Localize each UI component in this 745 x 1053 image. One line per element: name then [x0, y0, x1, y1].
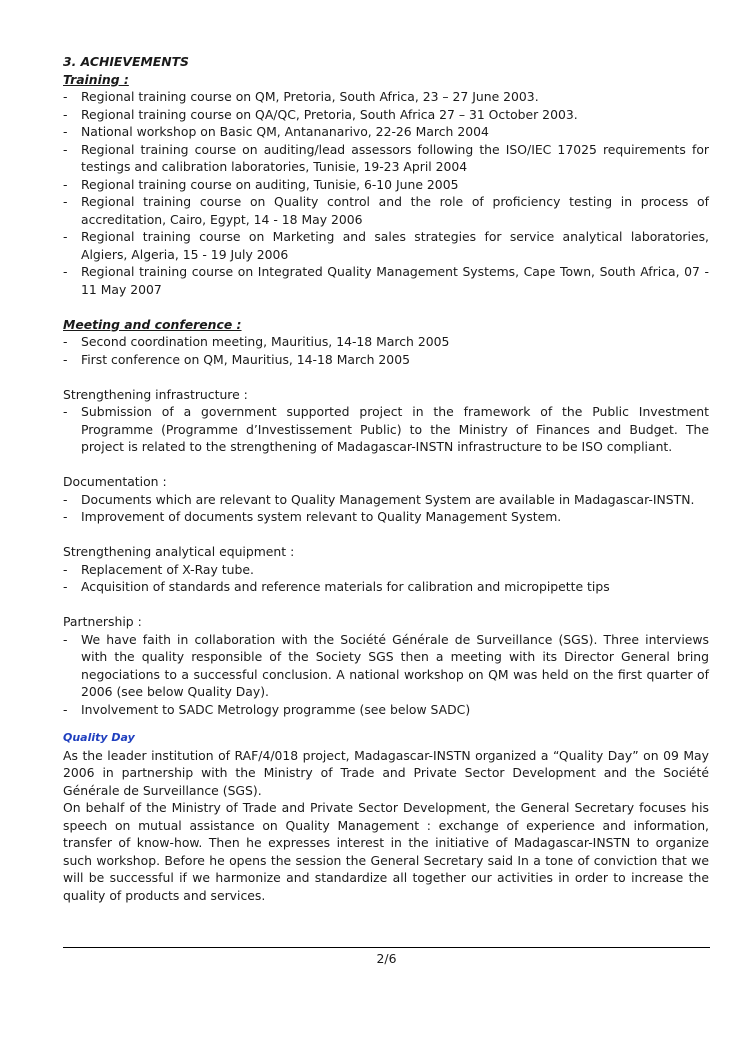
partnership-list	[63, 631, 709, 719]
list-item: - Replacement of X-Ray tube.	[63, 561, 254, 577]
list-item: - Involvement to SADC Metrology programme (see below SADC)	[63, 701, 471, 717]
footer-divider	[63, 947, 710, 948]
infrastructure-heading: Strengthening infrastructure :	[63, 386, 248, 402]
list-item: - Regional training course on auditing, Tunisie, 6-10 June 2005	[63, 176, 459, 192]
list-item: - First conference on QM, Mauritius, 14-18 March 2005	[63, 351, 410, 367]
equipment-heading: Strengthening analytical equipment :	[63, 544, 295, 559]
training-list	[63, 88, 709, 298]
list-item: - Regional training course on Integrated Quality Management Systems, Cape Town, South Africa, 07 - 11 May 2007	[63, 264, 709, 297]
list-item: - Improvement of documents system relevant to Quality Management System.	[63, 509, 562, 524]
list-item: - We have faith in collaboration with the Société Générale de Surveillance (SGS). Three interviews with the quality responsible of the Society SGS then a meeting with its Director General bring negociations to a successful conclusion. A national workshop on QM was held on the first quarter of 2006 (see below Quality Day).	[63, 631, 709, 699]
infrastructure-list	[63, 403, 709, 456]
list-item: - Regional training course on Marketing and sales strategies for service analytical laboratories, Algiers, Algeria, 15 - 19 July 2006	[63, 229, 709, 262]
quality-day-paragraph: On behalf of the Ministry of Trade and Private Sector Development, the General Secretary focuses his speech on mutual assistance on Quality Management : exchange of experience and information, transfer of know-how. Then he expresses interest in the initiative of Madagascar-INSTN to organize such workshop. Before he opens the session the General Secretary said In a tone of conviction that we will be successful if we harmonize and standardize all together our activities in order to increase the quality of products and services.	[63, 800, 709, 903]
documentation-list	[63, 491, 709, 526]
quality-day-heading: Quality Day	[63, 731, 135, 744]
list-item: - Regional training course on QM, Pretoria, South Africa, 23 – 27 June 2003.	[63, 89, 539, 104]
training-heading: Training :	[63, 71, 129, 87]
list-item: - Submission of a government supported project in the framework of the Public Investment Programme (Programme d’Investissement Public) to the Ministry of Finances and Budget. The project is related to the strengthening of Madagascar-INSTN infrastructure to be ISO compliant.	[63, 404, 709, 454]
list-item: - Second coordination meeting, Mauritius, 14-18 March 2005	[63, 334, 450, 349]
equipment-list	[63, 561, 709, 596]
meeting-list	[63, 333, 709, 368]
list-item: - National workshop on Basic QM, Antananarivo, 22-26 March 2004	[63, 124, 489, 139]
quality-day-paragraph: As the leader institution of RAF/4/018 project, Madagascar-INSTN organized a “Quality Day” on 09 May 2006 in partnership with the Ministry of Trade and Private Sector Development and the Société Générale de Surveillance (SGS).	[63, 747, 709, 798]
page-content	[63, 53, 709, 904]
documentation-heading: Documentation :	[63, 474, 167, 489]
list-item: - Acquisition of standards and reference materials for calibration and micropipette tips	[63, 579, 610, 594]
meeting-heading: Meeting and conference :	[63, 316, 242, 332]
list-item: - Regional training course on Quality control and the role of proficiency testing in process of accreditation, Cairo, Egypt, 14 - 18 May 2006	[63, 194, 709, 227]
page-number: 2/6	[376, 951, 397, 966]
list-item: - Regional training course on QA/QC, Pretoria, South Africa 27 – 31 October 2003.	[63, 106, 578, 122]
partnership-heading: Partnership :	[63, 614, 142, 629]
list-item: - Regional training course on auditing/lead assessors following the ISO/IEC 17025 requirements for testings and calibration laboratories, Tunisie, 19-23 April 2004	[63, 141, 709, 174]
list-item: - Documents which are relevant to Quality Management System are available in Madagascar-INSTN.	[63, 491, 695, 507]
section-title: 3. ACHIEVEMENTS	[63, 54, 189, 69]
